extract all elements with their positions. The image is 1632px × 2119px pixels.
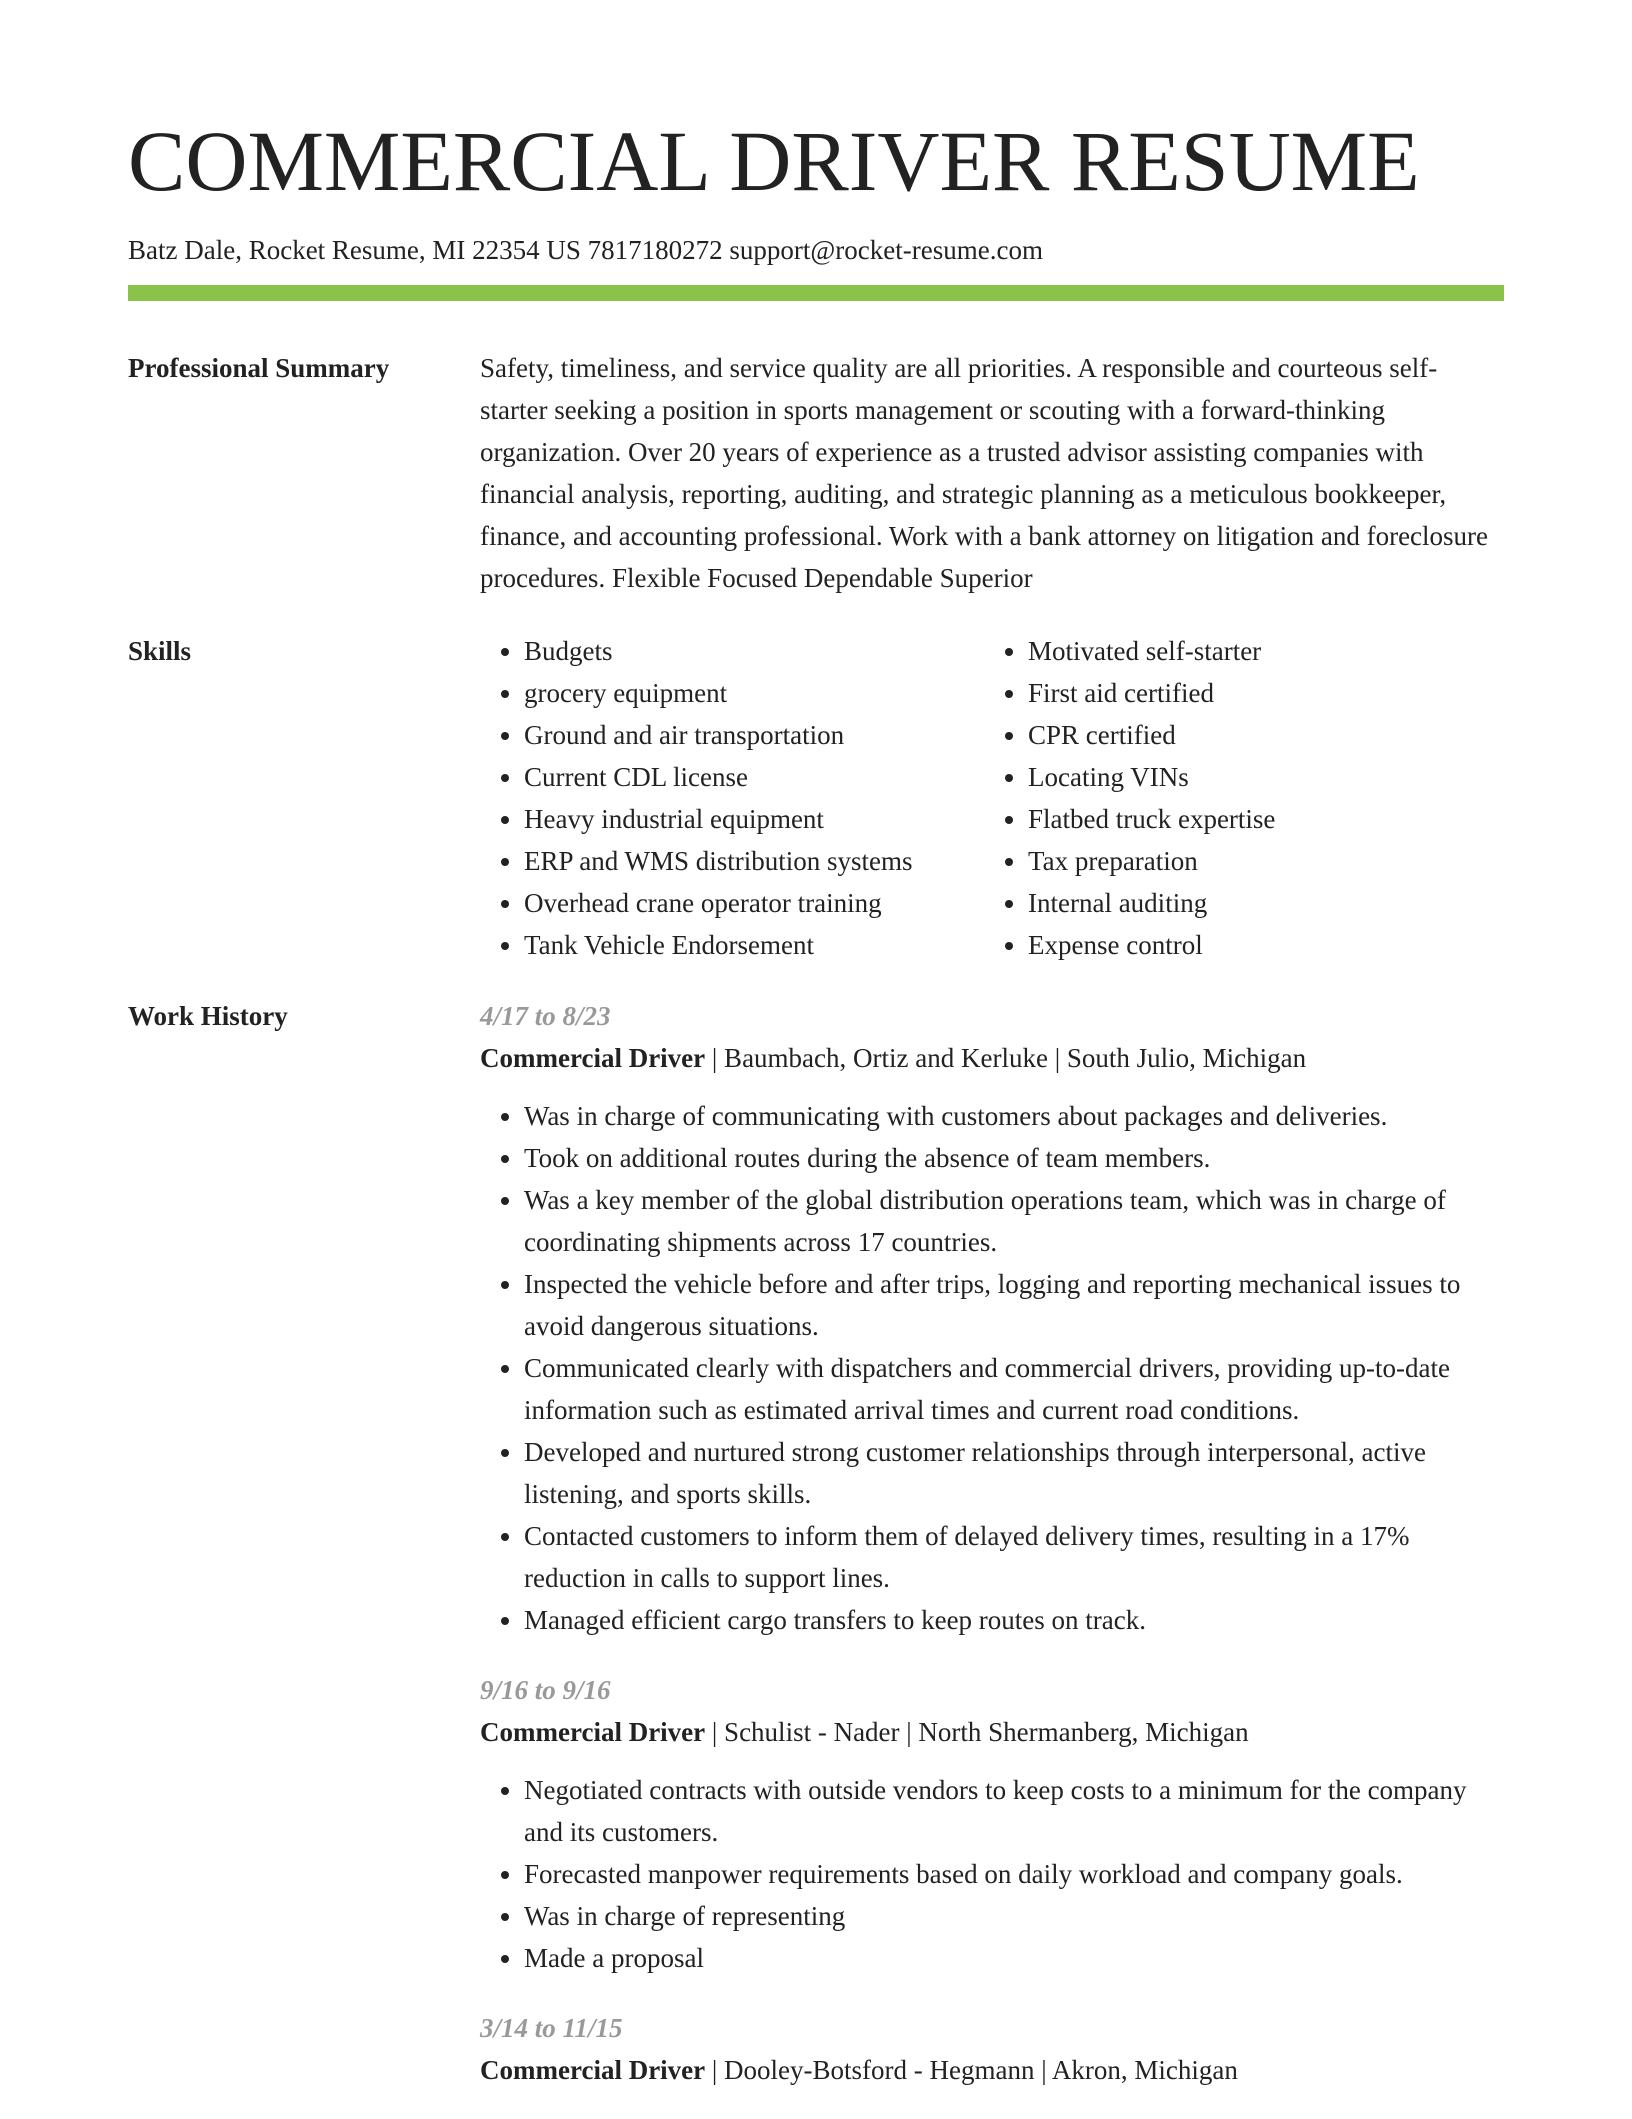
skill-item: • Tank Vehicle Endorsement bbox=[524, 924, 913, 966]
job-heading bbox=[480, 1711, 1504, 1753]
skills-heading: Skills bbox=[128, 636, 192, 666]
job-heading bbox=[480, 1037, 1504, 1079]
skill-item: • Flatbed truck expertise bbox=[1028, 798, 1275, 840]
job-duty: • Negotiated contracts with outside vendors to keep costs to a minimum for the company and its customers. bbox=[524, 1769, 1504, 1853]
job-employer-location: | Schulist - Nader | North Shermanberg, Michigan bbox=[705, 1717, 1249, 1747]
job-entry bbox=[480, 1669, 1504, 1979]
skill-item: • Locating VINs bbox=[1028, 756, 1275, 798]
skill-item: • Internal auditing bbox=[1028, 882, 1275, 924]
job-duty: • Was in charge of communicating with customers about packages and deliveries. bbox=[524, 1095, 1504, 1137]
job-employer-location: | Dooley-Botsford - Hegmann | Akron, Michigan bbox=[705, 2055, 1238, 2085]
skill-item: • ERP and WMS distribution systems bbox=[524, 840, 913, 882]
contact-line: Batz Dale, Rocket Resume, MI 22354 US 7817180272 support@rocket-resume.com bbox=[128, 235, 1043, 265]
job-duty: • Took on additional routes during the absence of team members. bbox=[524, 1137, 1504, 1179]
job-duty: • Forecasted manpower requirements based on daily workload and company goals. bbox=[524, 1853, 1504, 1895]
summary-heading: Professional Summary bbox=[128, 353, 390, 383]
skill-item: • Budgets bbox=[524, 630, 913, 672]
summary-body bbox=[480, 347, 1504, 599]
job-title: Commercial Driver bbox=[480, 1717, 706, 1747]
job-duty: • Was in charge of representing bbox=[524, 1895, 1504, 1937]
job-dates: 3/14 to 11/15 bbox=[480, 2013, 623, 2043]
job-employer-location: | Baumbach, Ortiz and Kerluke | South Julio, Michigan bbox=[705, 1043, 1307, 1073]
work-history-body bbox=[480, 995, 1504, 2119]
skill-item: • grocery equipment bbox=[524, 672, 913, 714]
job-dates: 9/16 to 9/16 bbox=[480, 1675, 611, 1705]
job-duty: • Made a proposal bbox=[524, 1937, 1504, 1979]
job-duty: • Managed efficient cargo transfers to keep routes on track. bbox=[524, 1599, 1504, 1641]
skill-item: • Heavy industrial equipment bbox=[524, 798, 913, 840]
skill-item: • Motivated self-starter bbox=[1028, 630, 1275, 672]
job-title: Commercial Driver bbox=[480, 2055, 706, 2085]
skills-list-right bbox=[984, 630, 1275, 966]
skill-item: • First aid certified bbox=[1028, 672, 1275, 714]
job-heading bbox=[480, 2049, 1504, 2091]
job-duty: • Communicated clearly with dispatchers and commercial drivers, providing up-to-date information such as estimated arrival times and current road conditions. bbox=[524, 1347, 1504, 1431]
skill-item: • Tax preparation bbox=[1028, 840, 1275, 882]
job-duties bbox=[480, 1095, 1504, 1641]
skill-item: • Ground and air transportation bbox=[524, 714, 913, 756]
job-duty: • Developed and nurtured strong customer relationships through interpersonal, active listening, and sports skills. bbox=[524, 1431, 1504, 1515]
resume-title: COMMERCIAL DRIVER RESUME bbox=[128, 113, 1420, 209]
job-duty: • Inspected the vehicle before and after trips, logging and reporting mechanical issues to avoid dangerous situations. bbox=[524, 1263, 1504, 1347]
job-entry bbox=[480, 2007, 1504, 2091]
job-dates: 4/17 to 8/23 bbox=[480, 1001, 611, 1031]
skill-item: • Overhead crane operator training bbox=[524, 882, 913, 924]
skill-item: • Expense control bbox=[1028, 924, 1275, 966]
skills-list-left bbox=[480, 630, 913, 966]
job-title: Commercial Driver bbox=[480, 1043, 706, 1073]
header-divider bbox=[128, 285, 1504, 301]
job-duties bbox=[480, 1769, 1504, 1979]
skill-item: • Current CDL license bbox=[524, 756, 913, 798]
work-history-heading: Work History bbox=[128, 1001, 288, 1031]
summary-text: Safety, timeliness, and service quality are all priorities. A responsible and courteous self-starter seeking a position in sports management or scouting with a forward-thinking organization. Over 20 years of experience as a trusted advisor assisting companies with financial analysis, reporting, auditing, and strategic planning as a meticulous bookkeeper, finance, and accounting professional. Work with a bank attorney on litigation and foreclosure procedures. Flexible Focused Dependable Superior bbox=[480, 353, 1489, 593]
job-duty: • Was a key member of the global distribution operations team, which was in charge of coordinating shipments across 17 countries. bbox=[524, 1179, 1504, 1263]
job-entry bbox=[480, 995, 1504, 1641]
skill-item: • CPR certified bbox=[1028, 714, 1275, 756]
job-duty: • Contacted customers to inform them of delayed delivery times, resulting in a 17% reduction in calls to support lines. bbox=[524, 1515, 1504, 1599]
